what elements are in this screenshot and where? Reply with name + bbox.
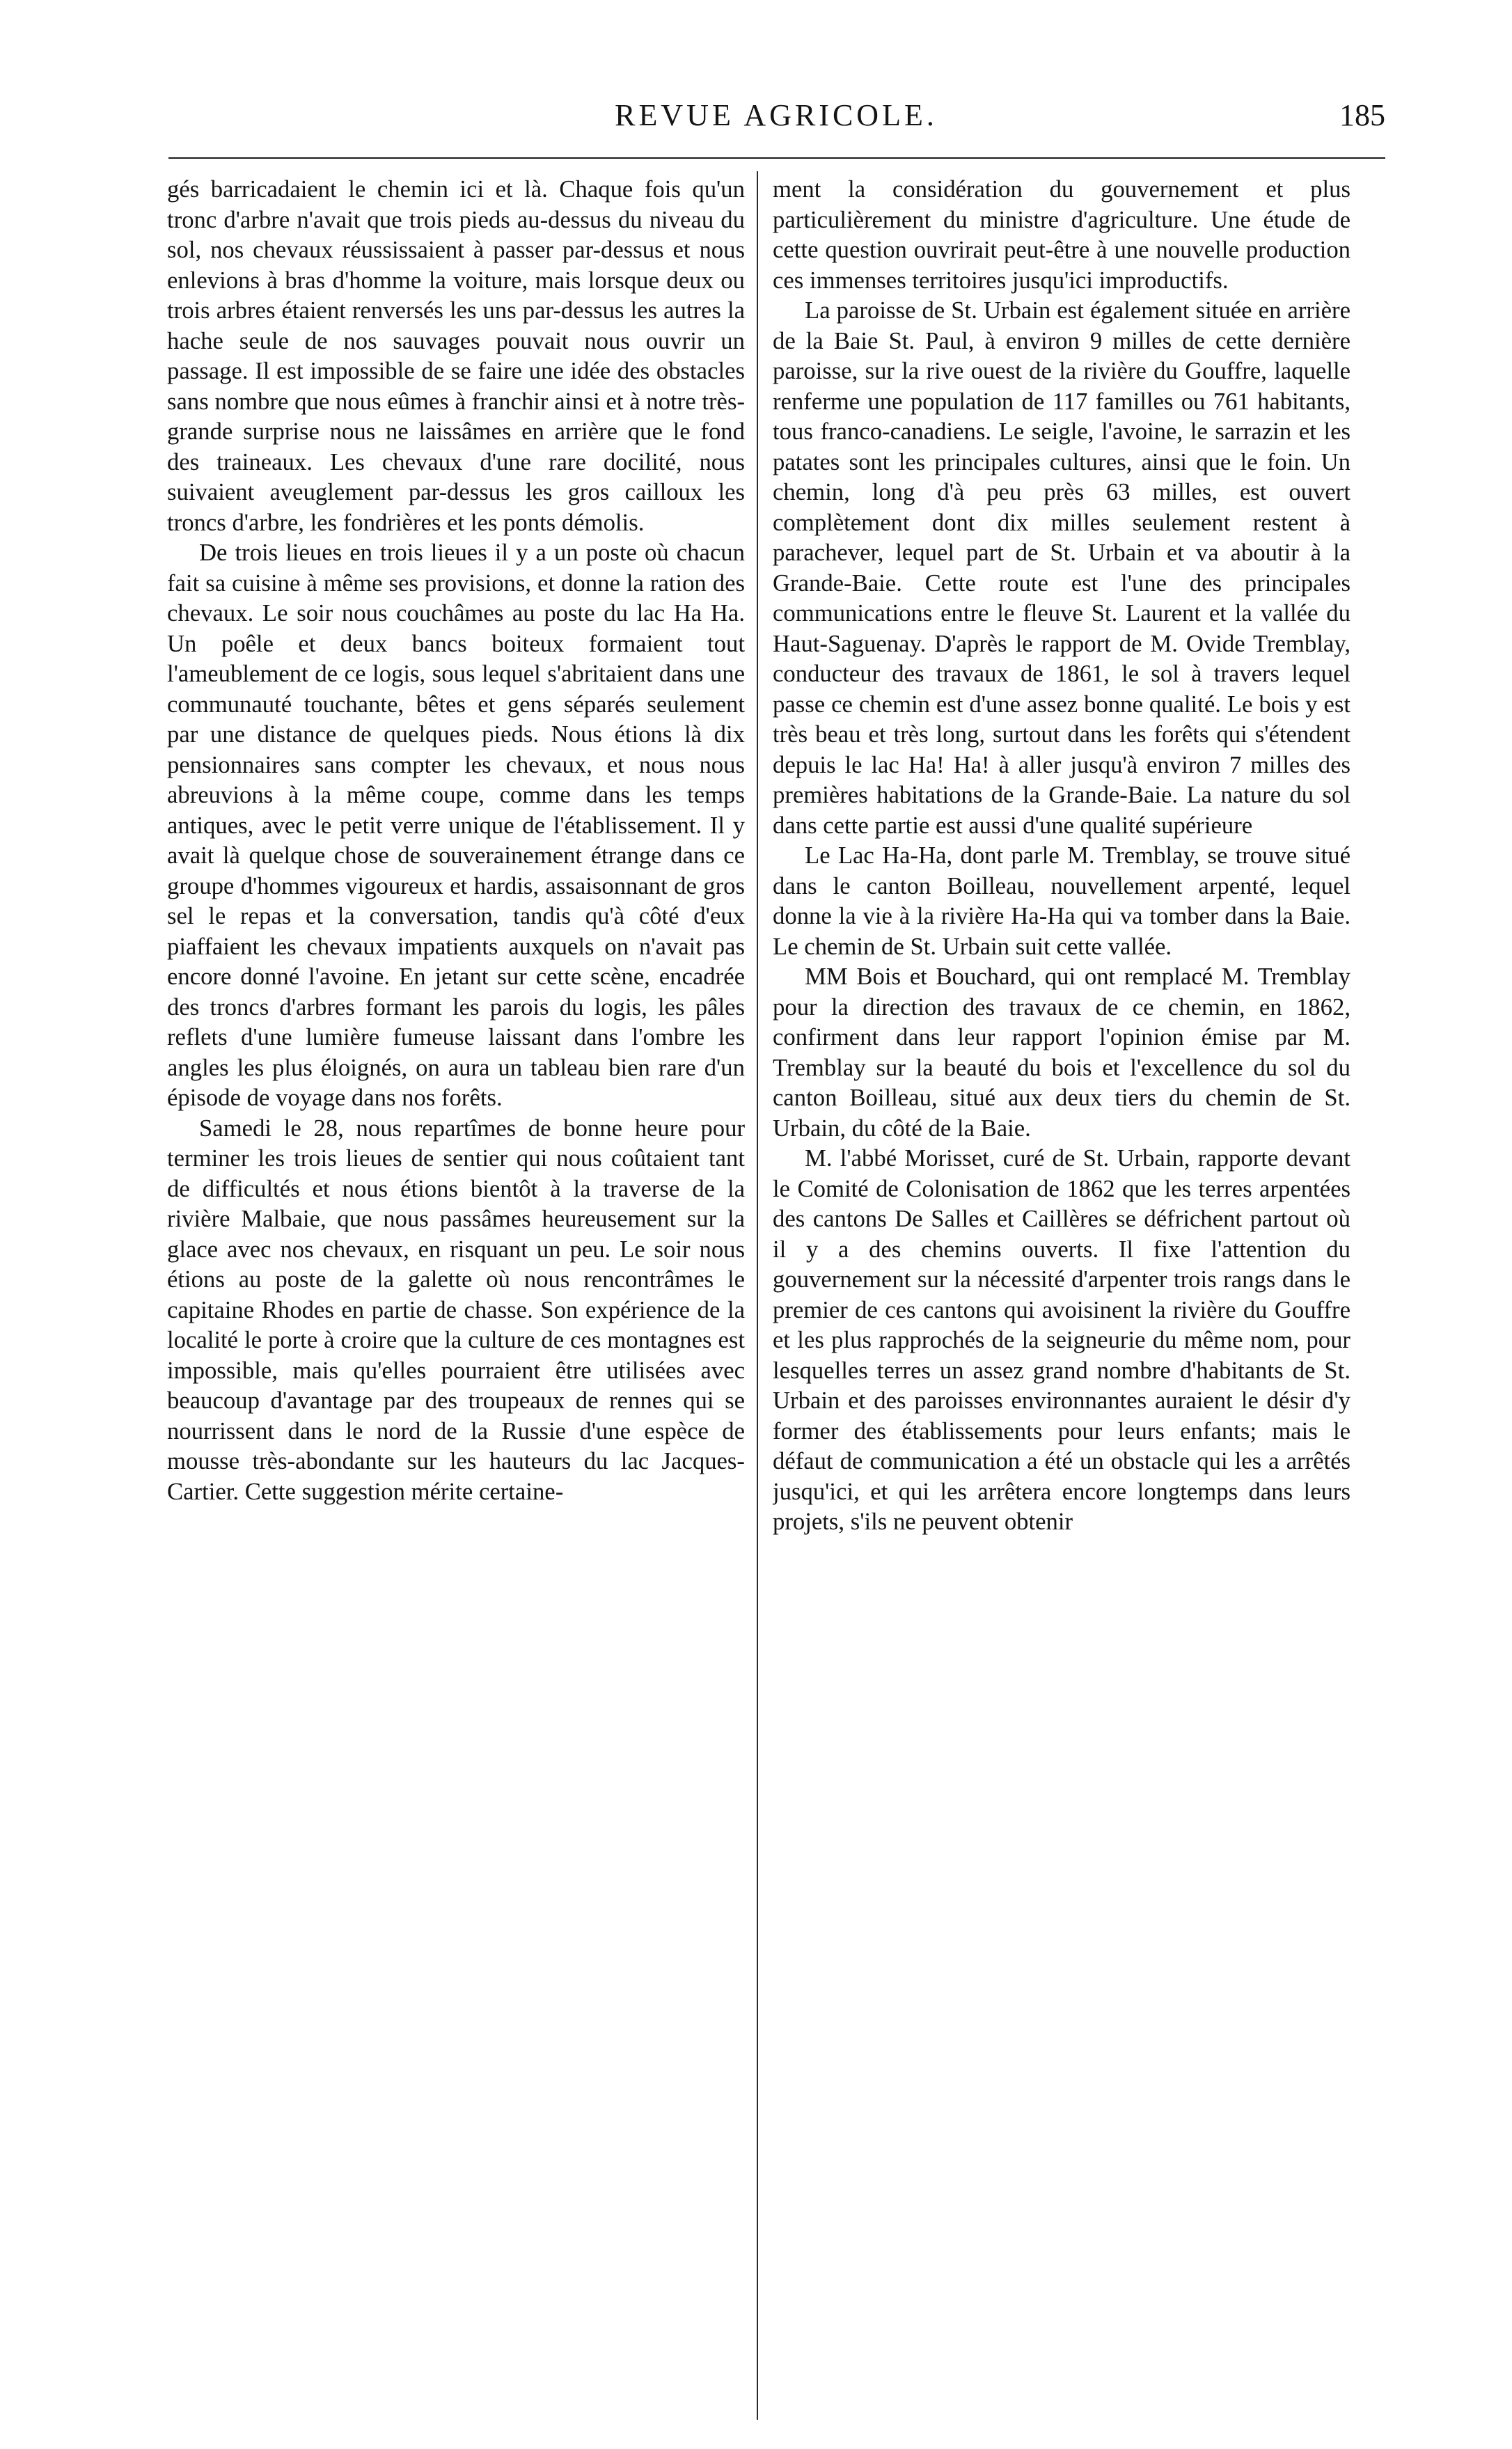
- right-column: [773, 174, 1350, 2430]
- paragraph: MM Bois et Bouchard, qui ont remplacé M. Tremblay pour la direction des travaux de ce chemin, en 1862, confirment dans leur rapport l'opinion émise par M. Tremblay sur la beauté du bois et l'excellence du sol du canton Boilleau, situé aux deux tiers du chemin de St. Urbain, du côté de la Baie.: [773, 963, 1350, 1142]
- paragraph: Samedi le 28, nous repartîmes de bonne heure pour terminer les trois lieues de sentier qui nous coûtaient tant de difficultés et nous étions bientôt à la traverse de la rivière Malbaie, que nous passâmes heureusement sur la glace avec nos chevaux, en risquant un peu. Le soir nous étions au poste de la galette où nous rencontrâmes le capitaine Rhodes en partie de chasse. Son expérience de la localité le porte à croire que la culture de ces montagnes est impossible, mais qu'elles pourraient être utilisées avec beaucoup d'avantage par des troupeaux de rennes qui se nourrissent dans le nord de la Russie d'une espèce de mousse très-abondante sur les hauteurs du lac Jacques-Cartier. Cette suggestion mérite certaine-: [167, 1114, 745, 1505]
- paragraph: La paroisse de St. Urbain est également située en arrière de la Baie St. Paul, à environ 9 milles de cette dernière paroisse, sur la rive ouest de la rivière du Gouffre, laquelle renferme une population de 117 familles ou 761 habitants, tous franco-canadiens. Le seigle, l'avoine, le sarrazin et les patates sont les principales cultures, ainsi que le foin. Un chemin, long d'à peu près 63 milles, est ouvert complètement dont dix milles seulement restent à parachever, lequel part de St. Urbain et va aboutir à la Grande-Baie. Cette route est l'une des principales communications entre le fleuve St. Laurent et la vallée du Haut-Saguenay. D'après le rapport de M. Ovide Tremblay, conducteur des travaux de 1861, le sol à travers lequel passe ce chemin est d'une assez bonne qualité. Le bois y est très beau et très long, surtout dans les forêts qui s'étendent depuis le lac Ha! Ha! à aller jusqu'à environ 7 milles des premières habitations de la Grande-Baie. La nature du sol dans cette partie est aussi d'une qualité supérieure: [773, 297, 1350, 839]
- left-column: [167, 174, 745, 2430]
- header-rule: [168, 157, 1385, 159]
- column-divider: [757, 171, 758, 2420]
- page-number: 185: [1339, 98, 1385, 132]
- paragraph: ment la considération du gouvernement et plus particulièrement du ministre d'agriculture. Une étude de cette question ouvrirait peut-être à une nouvelle production ces immenses territoires jusqu'ici improductifs.: [773, 175, 1350, 294]
- paragraph: Le Lac Ha-Ha, dont parle M. Tremblay, se trouve situé dans le canton Boilleau, nouvellement arpenté, lequel donne la vie à la rivière Ha-Ha qui va tomber dans la Baie. Le chemin de St. Urbain suit cette vallée.: [773, 842, 1350, 960]
- running-head: [167, 97, 1385, 146]
- paragraph: De trois lieues en trois lieues il y a un poste où chacun fait sa cuisine à même ses provisions, et donne la ration des chevaux. Le soir nous couchâmes au poste du lac Ha Ha. Un poêle et deux bancs boiteux formaient tout l'ameublement de ce logis, sous lequel s'abritaient dans une communauté touchante, bêtes et gens séparés seulement par une distance de quelques pieds. Nous étions là dix pensionnaires sans compter les chevaux, et nous nous abreuvions à la même coupe, comme dans les temps antiques, avec le petit verre unique de l'établissement. Il y avait là quelque chose de souverainement étrange dans ce groupe d'hommes vigoureux et hardis, assaisonnant de gros sel le repas et la conversation, tandis qu'à côté d'eux piaffaient les chevaux impatients auxquels on n'avait pas encore donné l'avoine. En jetant sur cette scène, encadrée des troncs d'arbres formant les parois du logis, les pâles reflets d'une lumière fumeuse laissant dans l'ombre les angles les plus éloignés, on aura un tableau bien rare d'un épisode de voyage dans nos forêts.: [167, 539, 745, 1111]
- paragraph: M. l'abbé Morisset, curé de St. Urbain, rapporte devant le Comité de Colonisation de 1862 que les terres arpentées des cantons De Salles et Caillères se défrichent partout où il y a des chemins ouverts. Il fixe l'attention du gouvernement sur la nécessité d'arpenter trois rangs dans le premier de ces cantons qui avoisinent la rivière du Gouffre et les plus rapprochés de la seigneurie du même nom, pour lesquelles terres un assez grand nombre d'habitants de St. Urbain et des paroisses environnantes auraient le désir d'y former des établissements pour leurs enfants; mais le défaut de communication a été un obstacle qui les a arrêtés jusqu'ici, et qui les arrêtera encore longtemps dans leurs projets, s'ils ne peuvent obtenir: [773, 1144, 1350, 1535]
- running-title: REVUE AGRICOLE.: [615, 98, 938, 132]
- paragraph: gés barricadaient le chemin ici et là. Chaque fois qu'un tronc d'arbre n'avait que trois pieds au-dessus du niveau du sol, nos chevaux réussissaient à passer par-dessus et nous enlevions à bras d'homme la voiture, mais lorsque deux ou trois arbres étaient renversés les uns par-dessus les autres la hache seule de nos sauvages pouvait nous ouvrir un passage. Il est impossible de se faire une idée des obstacles sans nombre que nous eûmes à franchir ainsi et à notre très-grande surprise nous ne laissâmes en arrière que le fond des traineaux. Les chevaux d'une rare docilité, nous suivaient aveuglement par-dessus les gros cailloux les troncs d'arbre, les fondrières et les ponts démolis.: [167, 175, 745, 536]
